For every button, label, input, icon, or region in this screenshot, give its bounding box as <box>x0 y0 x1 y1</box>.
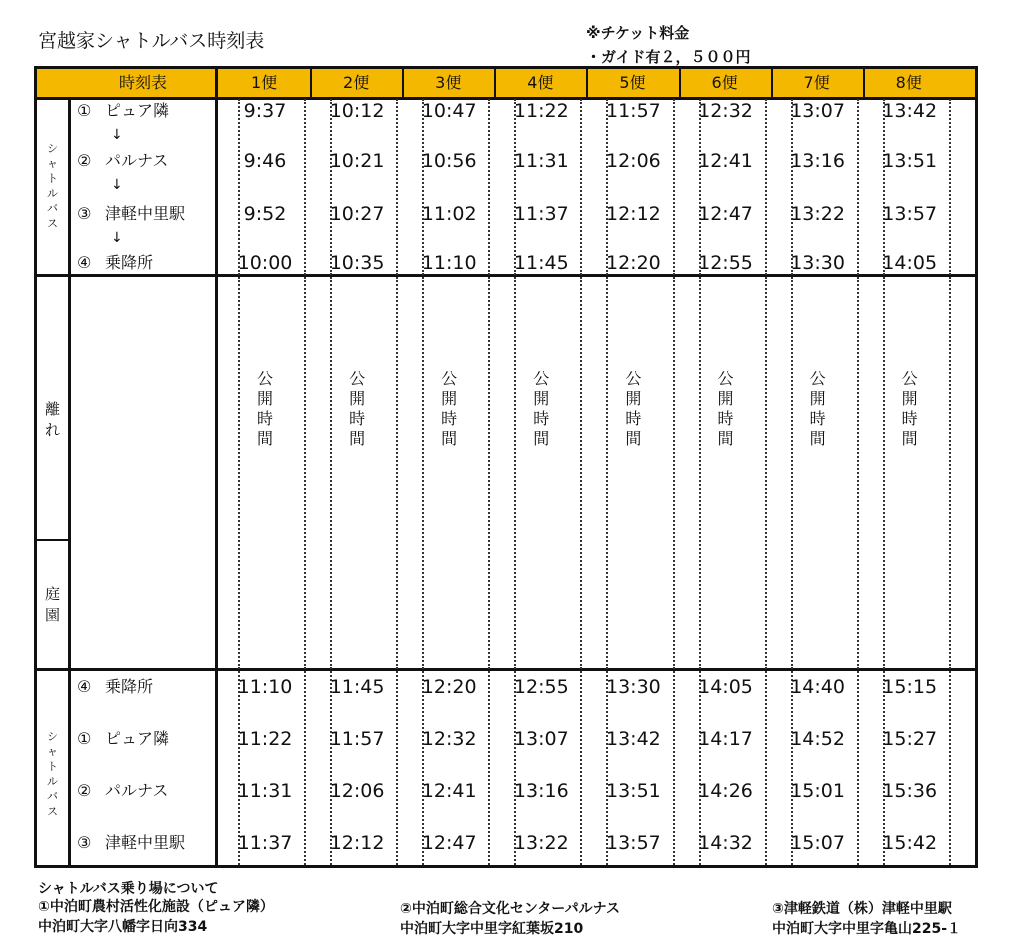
timetable-header <box>37 69 975 100</box>
arrow-icon: ↓ <box>111 230 123 246</box>
dotted-guide <box>883 277 885 669</box>
category-shuttle-return: シ ャ ト ル バ ス <box>47 730 58 818</box>
outbound-time: 11:02 <box>421 203 477 225</box>
dotted-guide <box>791 99 793 275</box>
trip-header: 5便 <box>619 73 646 92</box>
dotted-guide <box>580 99 582 275</box>
public-hours-label: 公 開 時 間 <box>809 369 826 448</box>
return-time: 13:57 <box>606 832 661 854</box>
category-separator <box>37 539 68 541</box>
outbound-time: 12:12 <box>606 203 661 225</box>
return-time: 14:40 <box>790 676 845 698</box>
header-divider <box>586 69 588 97</box>
stop-outbound: ② パルナス <box>77 151 169 170</box>
location-3-address: 中泊町大字中里字亀山225-１ <box>772 921 962 937</box>
outbound-time: 13:30 <box>790 252 845 274</box>
outbound-time: 13:51 <box>882 150 938 172</box>
outbound-time: 13:22 <box>790 203 845 225</box>
row-divider <box>37 668 975 671</box>
public-hours-label: 公 開 時 間 <box>533 369 550 448</box>
header-label: 時刻表 <box>118 73 167 92</box>
return-time: 15:15 <box>882 676 938 698</box>
return-time: 11:31 <box>237 780 293 802</box>
dotted-guide <box>791 277 793 669</box>
dotted-guide <box>304 277 306 669</box>
outbound-time: 12:06 <box>606 150 661 172</box>
return-time: 11:57 <box>329 728 385 750</box>
outbound-time: 11:31 <box>513 150 569 172</box>
header-divider <box>679 69 681 97</box>
public-hours-label: 公 開 時 間 <box>256 369 273 448</box>
dotted-guide <box>396 99 398 275</box>
return-time: 13:30 <box>606 676 661 698</box>
outbound-time: 10:35 <box>329 252 385 274</box>
header-divider <box>402 69 404 97</box>
location-2-address: 中泊町大字中里字紅葉坂210 <box>400 921 584 937</box>
location-1-address: 中泊町大字八幡字日向334 <box>38 919 208 935</box>
category-hanare: 離 れ <box>44 400 60 439</box>
return-time: 12:32 <box>421 728 477 750</box>
outbound-time: 9:37 <box>243 100 287 122</box>
stop-outbound: ① ピュア隣 <box>77 101 170 120</box>
dotted-guide <box>606 277 608 669</box>
dotted-guide <box>238 277 240 669</box>
outbound-time: 11:57 <box>606 100 661 122</box>
return-time: 12:41 <box>421 780 477 802</box>
return-time: 12:55 <box>513 676 569 698</box>
stop-return: ② パルナス <box>77 781 169 800</box>
outbound-time: 12:41 <box>698 150 753 172</box>
return-time: 12:20 <box>421 676 477 698</box>
outbound-time: 12:32 <box>698 100 753 122</box>
trip-header: 8便 <box>895 73 922 92</box>
dotted-guide <box>238 99 240 275</box>
dotted-guide <box>330 99 332 275</box>
return-time: 11:10 <box>237 676 293 698</box>
dotted-guide <box>514 277 516 669</box>
return-time: 12:12 <box>329 832 385 854</box>
ticket-notice-heading: ※チケット料金 <box>586 24 690 42</box>
return-time: 14:26 <box>698 780 753 802</box>
dotted-guide <box>304 99 306 275</box>
dotted-guide <box>949 277 951 669</box>
trip-header: 6便 <box>711 73 738 92</box>
dotted-guide <box>488 277 490 669</box>
trip-header: 1便 <box>250 73 278 92</box>
dotted-guide <box>765 277 767 669</box>
arrow-icon: ↓ <box>111 127 123 143</box>
outbound-time: 9:46 <box>243 150 287 172</box>
stop-outbound: ③ 津軽中里駅 <box>77 204 186 223</box>
outbound-time: 10:56 <box>421 150 477 172</box>
stop-outbound: ④ 乗降所 <box>77 253 154 272</box>
arrow-icon: ↓ <box>111 177 123 193</box>
outbound-time: 13:57 <box>882 203 938 225</box>
timetable <box>34 66 978 868</box>
return-time: 13:16 <box>513 780 569 802</box>
return-time: 13:51 <box>606 780 661 802</box>
outbound-time: 12:20 <box>606 252 661 274</box>
dotted-guide <box>699 277 701 669</box>
outbound-time: 10:12 <box>329 100 385 122</box>
location-1-name: ①中泊町農村活性化施設（ピュア隣） <box>38 899 274 915</box>
outbound-time: 11:45 <box>513 252 569 274</box>
public-hours-label: 公 開 時 間 <box>901 369 918 448</box>
header-divider <box>494 69 496 97</box>
ticket-notice-price: ・ガイド有２，５００円 <box>586 48 751 66</box>
stop-return: ① ピュア隣 <box>77 729 170 748</box>
outbound-time: 13:42 <box>882 100 938 122</box>
outbound-time: 10:21 <box>329 150 385 172</box>
dotted-guide <box>396 277 398 669</box>
page-title: 宮越家シャトルバス時刻表 <box>38 30 265 52</box>
dotted-guide <box>422 99 424 275</box>
return-time: 14:32 <box>698 832 753 854</box>
header-divider <box>863 69 865 97</box>
outbound-time: 13:16 <box>790 150 845 172</box>
return-time: 14:17 <box>698 728 753 750</box>
return-time: 13:07 <box>513 728 569 750</box>
dotted-guide <box>422 277 424 669</box>
column-divider <box>215 69 218 865</box>
dotted-guide <box>765 99 767 275</box>
trip-header: 4便 <box>527 73 554 92</box>
category-divider <box>68 97 71 865</box>
dotted-guide <box>699 99 701 275</box>
footer-heading: シャトルバス乗り場について <box>38 881 219 897</box>
outbound-time: 9:52 <box>243 203 287 225</box>
dotted-guide <box>580 277 582 669</box>
return-time: 11:45 <box>329 676 385 698</box>
dotted-guide <box>949 99 951 275</box>
stop-return: ④ 乗降所 <box>77 677 154 696</box>
public-hours-label: 公 開 時 間 <box>625 369 642 448</box>
trip-header: 7便 <box>803 73 830 92</box>
public-hours-label: 公 開 時 間 <box>717 369 734 448</box>
dotted-guide <box>330 277 332 669</box>
return-time: 13:22 <box>513 832 569 854</box>
return-time: 12:06 <box>329 780 385 802</box>
outbound-time: 11:10 <box>421 252 477 274</box>
stop-return: ③ 津軽中里駅 <box>77 833 186 852</box>
outbound-time: 13:07 <box>790 100 845 122</box>
header-divider <box>310 69 312 97</box>
public-hours-label: 公 開 時 間 <box>441 369 458 448</box>
category-teien: 庭 園 <box>44 585 60 624</box>
dotted-guide <box>488 99 490 275</box>
category-shuttle-out: シ ャ ト ル バ ス <box>47 142 58 230</box>
dotted-guide <box>514 99 516 275</box>
trip-header: 2便 <box>343 73 370 92</box>
return-time: 15:42 <box>882 832 938 854</box>
dotted-guide <box>673 277 675 669</box>
public-hours-label: 公 開 時 間 <box>349 369 366 448</box>
dotted-guide <box>883 99 885 275</box>
return-time: 11:22 <box>237 728 293 750</box>
outbound-time: 10:47 <box>421 100 477 122</box>
return-time: 12:47 <box>421 832 477 854</box>
dotted-guide <box>857 277 859 669</box>
outbound-time: 10:27 <box>329 203 385 225</box>
dotted-guide <box>673 99 675 275</box>
outbound-time: 12:47 <box>698 203 753 225</box>
location-2-name: ②中泊町総合文化センターパルナス <box>400 901 621 917</box>
return-time: 15:01 <box>790 780 845 802</box>
outbound-time: 14:05 <box>882 252 938 274</box>
outbound-time: 10:00 <box>237 252 293 274</box>
return-time: 13:42 <box>606 728 661 750</box>
ticket-notice <box>586 21 751 69</box>
header-divider <box>771 69 773 97</box>
outbound-time: 12:55 <box>698 252 753 274</box>
dotted-guide <box>606 99 608 275</box>
return-time: 14:52 <box>790 728 845 750</box>
outbound-time: 11:37 <box>513 203 569 225</box>
return-time: 14:05 <box>698 676 753 698</box>
outbound-time: 11:22 <box>513 100 569 122</box>
location-3-name: ③津軽鉄道（株）津軽中里駅 <box>772 901 952 917</box>
return-time: 11:37 <box>237 832 293 854</box>
return-time: 15:07 <box>790 832 845 854</box>
dotted-guide <box>857 99 859 275</box>
trip-header: 3便 <box>435 73 462 92</box>
return-time: 15:36 <box>882 780 938 802</box>
return-time: 15:27 <box>882 728 938 750</box>
